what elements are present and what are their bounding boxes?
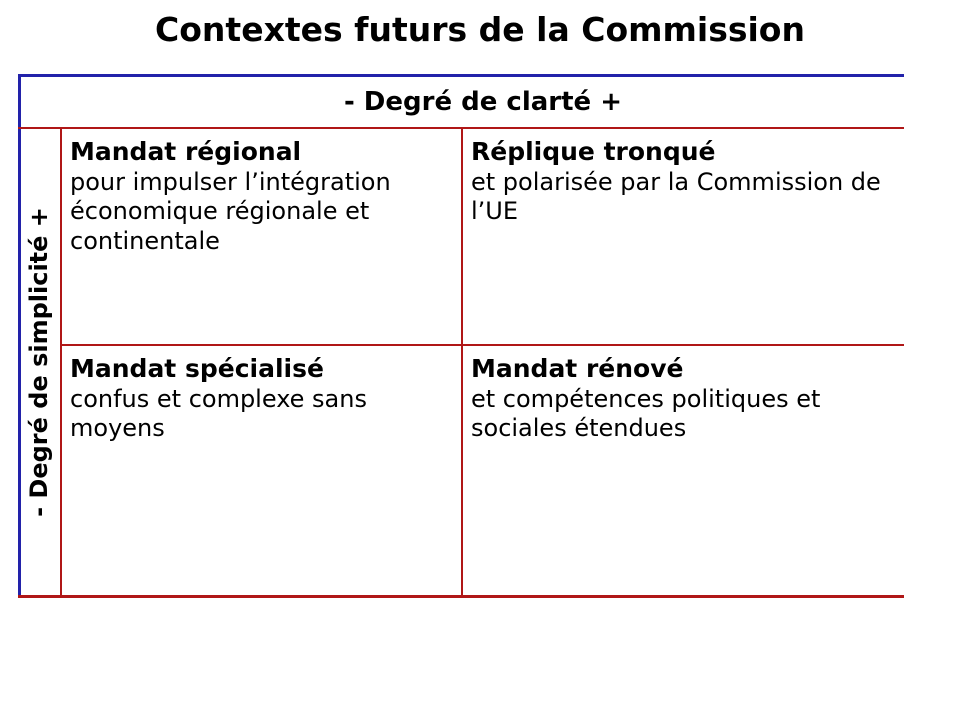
quadrant-bottom-right: [463, 346, 904, 595]
two-by-two-matrix: [18, 74, 904, 598]
quadrant-bottom-left: [62, 346, 461, 595]
quadrant-title: Mandat spécialisé: [70, 354, 324, 383]
quadrant-top-left: [62, 129, 461, 344]
row-axis-label-text: - Degré de simplicité +: [25, 207, 53, 517]
quadrant-body: confus et complexe sans moyens: [70, 385, 367, 443]
column-axis-label: - Degré de clarté +: [343, 86, 623, 117]
quadrant-body: pour impulser l’intégration économique régionale et continentale: [70, 168, 391, 255]
quadrant-body: et polarisée par la Commission de l’UE: [471, 168, 881, 226]
page-title: Contextes futurs de la Commission: [155, 10, 805, 49]
quadrant-top-right: [463, 129, 904, 344]
quadrant-title: Mandat rénové: [471, 354, 684, 383]
quadrant-title: Mandat régional: [70, 137, 302, 166]
row-axis-label: [18, 129, 60, 595]
quadrant-body: et compétences politiques et sociales étendues: [471, 385, 821, 443]
quadrant-title: Réplique tronqué: [471, 137, 716, 166]
